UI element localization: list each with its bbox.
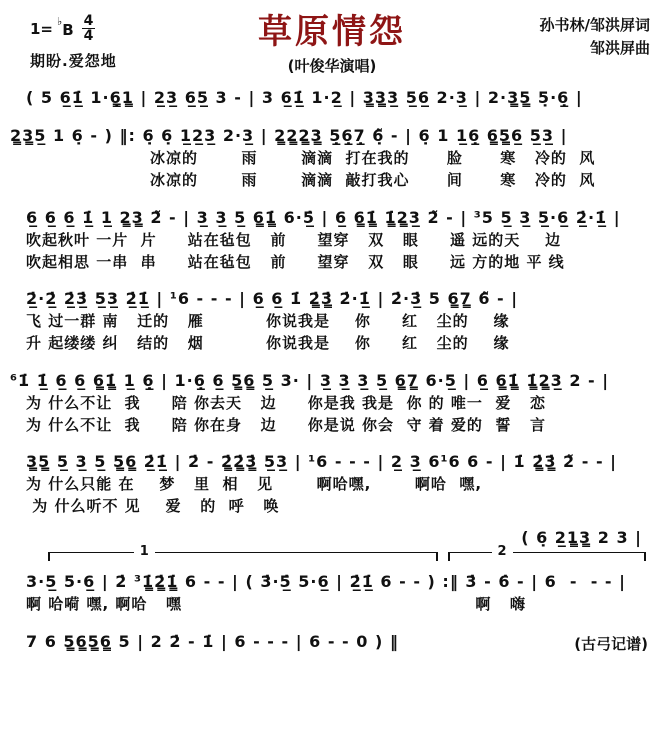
lyrics-line-3-verse2: 吹起相思 一串 串 站在毡包 前 望穿 双 眼 远 方的地 平 线 xyxy=(26,252,565,271)
notes-line-1: ( 5 6̲1̲̇ 1·6̣̳1̳ | 2̲3̲ 6̲5̲ 3 - | 3 6̲1̲̇ 1·2̲ | 3̳3̳3̲ 5̲6̲ 2·3̲ | 2·3̳5̳ 5̣·6̲̣ | xyxy=(26,88,583,108)
system-3 xyxy=(10,206,656,274)
volta-brackets xyxy=(10,543,656,568)
notes-line-5: ⁶1̇ 1̲̇ 6̲ 6̲ 6̳1̳̇ 1̲ 6̲̣ | 1·6̲̣ 6̲ 5̳6̳ 5̲ 3· | 3̲ 3̲ 3̲ 5̲ 6̳7̳ 6·5̲ | 6̲ 6̳1̳̇ 1̳̇2̳3̲ 2 - | xyxy=(10,370,610,390)
system-6 xyxy=(10,450,656,518)
flat-sign: ♭ xyxy=(57,14,63,28)
lyrics-line-7-left: 啊 哈嗬 嘿, 啊哈 嘿 xyxy=(26,594,183,613)
lyrics-line-2-verse2: 冰凉的 雨 滴滴 敲打我心 间 寒 冷的 风 xyxy=(150,171,596,190)
key-signature xyxy=(30,14,178,44)
lyrics-line-4-verse1: 飞 过一群 南 迁的 雁 你说我是 你 红 尘的 缘 xyxy=(26,312,510,331)
meter-denominator: 4 xyxy=(83,28,94,45)
key-base: 1= xyxy=(30,19,54,38)
lyrics-line-5-verse1: 为 什么不让 我 陪 你去天 边 你是我 我是 你 的 唯一 爱 恋 xyxy=(26,393,547,412)
second-ending-bracket xyxy=(448,543,646,568)
time-signature xyxy=(82,14,96,44)
first-ending-number: 1 xyxy=(134,544,155,559)
system-8-final xyxy=(10,630,656,654)
performer-subtitle: (叶俊华演唱) xyxy=(287,57,377,76)
notes-line-7: 3·5̲ 5·6̲ | 2̇ ³1̳̇2̳̇1̳̇ 6 - - | ( 3̇·5̲̇ 5·6̲ | 2̲̇1̲̇ 6 - - ) :‖ 3̇ - 6̇ - | 6 - - - | xyxy=(26,571,626,591)
meter-numerator: 4 xyxy=(83,13,94,29)
notes-line-6: 3̳5̳ 5̲ 3̲ 5̲ 5̳6̳ 2̲̇1̲̇ | 2̇ - 2̳̇2̳̇3̳̇ 5̲3̲ | ¹6 - - - | 2̲ 3̲ 6¹6 6 - | 1̇ 2̳̇3̳̇ 2̃ - - | xyxy=(26,452,618,472)
system-5 xyxy=(10,369,656,437)
lyrics-line-5-verse2: 为 什么不让 我 陪 你在身 边 你是说 你会 守 着 爱的 誓 言 xyxy=(26,415,547,434)
first-ending-bracket xyxy=(48,543,438,568)
lyrics-line-7-right: 啊 嗨 xyxy=(475,594,526,613)
lyrics-line-3-verse1: 吹起秋叶 一片 片 站在毡包 前 望穿 双 眼 遥 远的天 边 xyxy=(26,230,562,249)
key-and-mood-block xyxy=(10,14,178,71)
key-letter: ♭B xyxy=(57,14,74,39)
lyrics-line-4-verse2: 升 起缕缕 纠 结的 烟 你说我是 你 红 尘的 缘 xyxy=(26,334,510,353)
lyricist-credit: 孙书林/邹洪屏词 xyxy=(539,16,650,34)
song-title: 草原情怨 xyxy=(258,12,406,52)
notes-line-4: 2̲̇·2̲̇ 2̲̇3̲̇ 5̲3̲ 2̲̇1̲̇ | ¹6 - - - | 6̲ 6̲ 1̇ 2̳̇3̳̇ 2̇·1̲̇ | 2̇·3̲̇ 5 6̳7̳ 6̃ - | xyxy=(26,289,519,309)
score-header xyxy=(10,14,656,76)
lyrics-line-2-verse1: 冰凉的 雨 滴滴 打在我的 脸 寒 冷的 风 xyxy=(150,149,596,168)
system-4 xyxy=(10,287,656,355)
system-2 xyxy=(10,124,656,192)
notes-line-2: 2̳3̳5̲ 1 6̣ - ) ‖: 6̣ 6̣ 1̲2̲3̲ 2·3̲ | 2̳2̳2̳3̳ 5̲̣6̲̣7̲̣ 6̣̃ - | 6̣ 1 1̲6̲̣ 6̳5̳6̲ 5̲3̲ | xyxy=(10,126,568,146)
lyrics-line-6-verse1: 为 什么只能 在 梦 里 相 见 啊哈嘿, 啊哈 嘿, xyxy=(26,475,483,494)
title-block xyxy=(178,14,486,76)
lyrics-line-6-verse2: 为 什么听不 见 爱 的 呼 唤 xyxy=(26,497,280,516)
composer-credit: 邹洪屏曲 xyxy=(589,39,650,58)
second-ending-number: 2 xyxy=(492,544,513,559)
credits-block xyxy=(486,14,656,61)
notes-line-3: 6̲ 6̲ 6̲ 1̲̇ 1̲ 2̳3̳ 2̃ - | 3̲ 3̲ 5̲ 6̳1̳̇ 6·5̲̇ | 6̲ 6̳1̳̇ 1̳̇2̳3̲ 2̃ - | ³5 5̲ 3̲ 5̲·6̲ 2̲̇·1̲̇ | xyxy=(26,207,621,227)
transcriber-credit: (古弓记谱) xyxy=(574,634,648,653)
system-1-intro xyxy=(10,86,656,110)
notes-line-8: 7 6 5̳6̳5̳6̳ 5 | 2 2̇ - 1̇ | 6 - - - | 6 - - 0 ) ‖ xyxy=(26,631,399,651)
tempo-mood-marking: 期盼.爱怨地 xyxy=(30,51,117,70)
pickup-measure: ( 6̣ 2̲1̳3̳ 2 3 | xyxy=(521,527,642,547)
system-7-endings xyxy=(10,543,656,616)
